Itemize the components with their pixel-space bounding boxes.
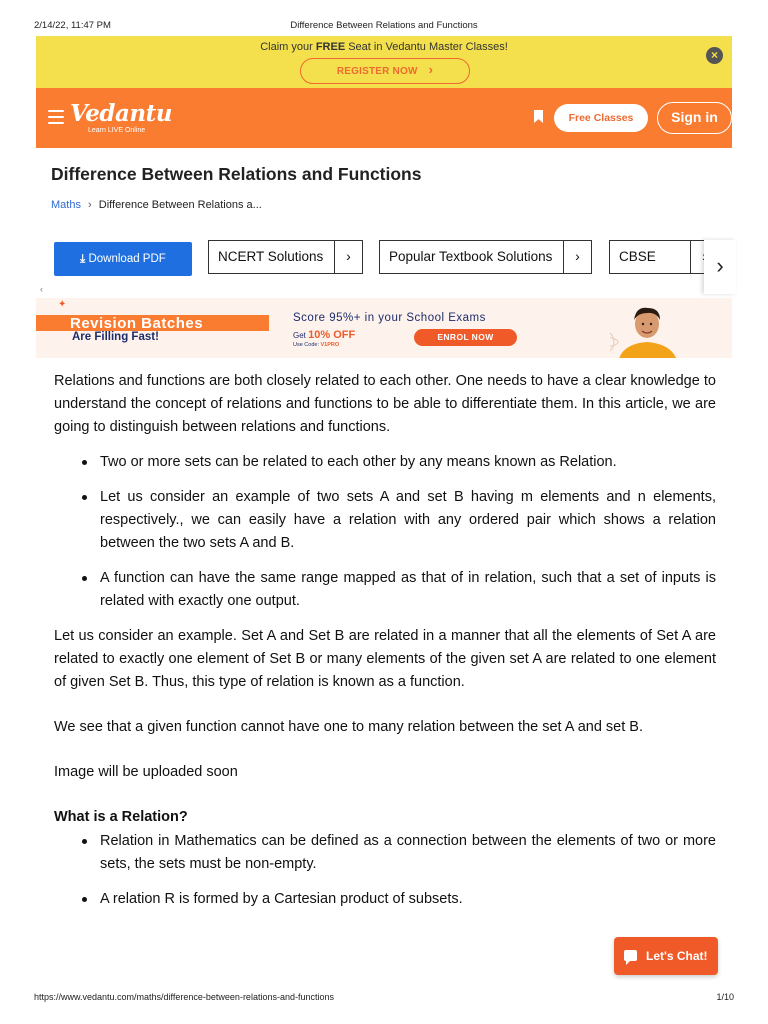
sign-in-button[interactable]: Sign in — [657, 102, 732, 134]
banner-score-text: Score 95%+ in your School Exams — [293, 312, 486, 324]
tab-ncert-solutions[interactable]: NCERT Solutions › — [208, 240, 363, 274]
image-placeholder-text: Image will be uploaded soon — [54, 764, 238, 780]
lets-chat-button[interactable]: Let's Chat! — [614, 937, 718, 975]
article-paragraph: We see that a given function cannot have one to many relation between the set A and set B. — [54, 719, 643, 735]
close-icon[interactable]: × — [706, 47, 723, 64]
free-classes-button[interactable]: Free Classes — [554, 104, 648, 132]
article-intro: Relations and functions are both closely related to each other. One needs to have a clear knowledge to understand the concept of relations and functions to be able to differentiate them. In this article, we are going to distinguish between relations and functions. — [54, 373, 716, 435]
breadcrumb-separator-icon: › — [88, 199, 92, 211]
chevron-right-icon[interactable]: › — [334, 241, 362, 273]
chat-bubble-icon — [624, 950, 637, 961]
top-navbar — [36, 88, 732, 148]
bookmark-icon[interactable] — [534, 110, 543, 123]
breadcrumb — [51, 199, 262, 211]
vedantu-logo[interactable]: Vedantu — [70, 100, 172, 127]
banner-subheadline: Are Filling Fast! — [72, 331, 159, 343]
promo-claim-text: Claim your FREE Seat in Vedantu Master Classes! — [260, 41, 508, 53]
promo-bar — [36, 36, 732, 88]
print-page-number: 1/10 — [716, 992, 734, 1002]
tab-popular-textbook-solutions[interactable]: Popular Textbook Solutions › — [379, 240, 592, 274]
chevron-right-icon[interactable]: › — [563, 241, 591, 273]
bullet-list-1 — [54, 451, 716, 613]
download-icon: ⤓ — [80, 253, 86, 265]
list-item: A relation R is formed by a Cartesian product of subsets. — [54, 888, 716, 911]
list-item: Two or more sets can be related to each other by any means known as Relation. — [54, 451, 716, 474]
enrol-now-button[interactable]: ENROL NOW — [414, 329, 517, 346]
tab-cbse[interactable]: CBSE — [609, 240, 719, 274]
revision-batches-banner[interactable] — [36, 298, 732, 358]
hamburger-menu-icon[interactable] — [48, 110, 64, 124]
category-tabs — [36, 240, 732, 284]
logo-tagline: Learn LIVE Online — [88, 127, 146, 134]
chevron-right-icon: › — [428, 62, 434, 77]
print-title: Difference Between Relations and Functions — [290, 20, 478, 31]
banner-headline: Revision Batches — [70, 315, 204, 332]
banner-code: Use Code: V1PRO — [293, 342, 340, 348]
teacher-illustration — [610, 304, 684, 358]
list-item: Let us consider an example of two sets A and set B having m elements and n elements, respectively., we can easily have a relation with any ordered pair which shows a relation between the two sets A and B. — [54, 486, 716, 555]
print-header — [0, 0, 768, 36]
print-datetime: 2/14/22, 11:47 PM — [34, 20, 111, 31]
bullet-list-2 — [54, 830, 716, 911]
article-paragraph: Let us consider an example. Set A and Set B are related in a manner that all the elements of Set A are related to exactly one element of Set B or many elements of the given set A are related to one element of given Set B. Thus, this type of relation is known as a function. — [54, 628, 716, 690]
scroll-left-icon[interactable]: ‹ — [40, 284, 43, 294]
print-url: https://www.vedantu.com/maths/difference-between-relations-and-functions — [34, 992, 334, 1002]
download-pdf-button[interactable]: ⤓ Download PDF — [54, 242, 192, 276]
register-now-button[interactable]: REGISTER NOW › — [300, 58, 470, 84]
banner-offer: Get 10% OFF — [293, 329, 356, 341]
breadcrumb-current: Difference Between Relations a... — [98, 199, 262, 211]
breadcrumb-maths-link[interactable]: Maths — [51, 199, 81, 211]
article-body — [54, 370, 716, 923]
page-title: Difference Between Relations and Functions — [51, 164, 422, 184]
list-item: Relation in Mathematics can be defined as a connection between the elements of two or more sets, the sets must be non-empty. — [54, 830, 716, 876]
tabs-next-button[interactable]: › — [704, 240, 736, 294]
section-heading: What is a Relation? — [54, 809, 188, 825]
sparkle-icon: ✦ — [58, 299, 67, 310]
list-item: A function can have the same range mapped as that of in relation, such that a set of inputs is related with exactly one output. — [54, 567, 716, 613]
